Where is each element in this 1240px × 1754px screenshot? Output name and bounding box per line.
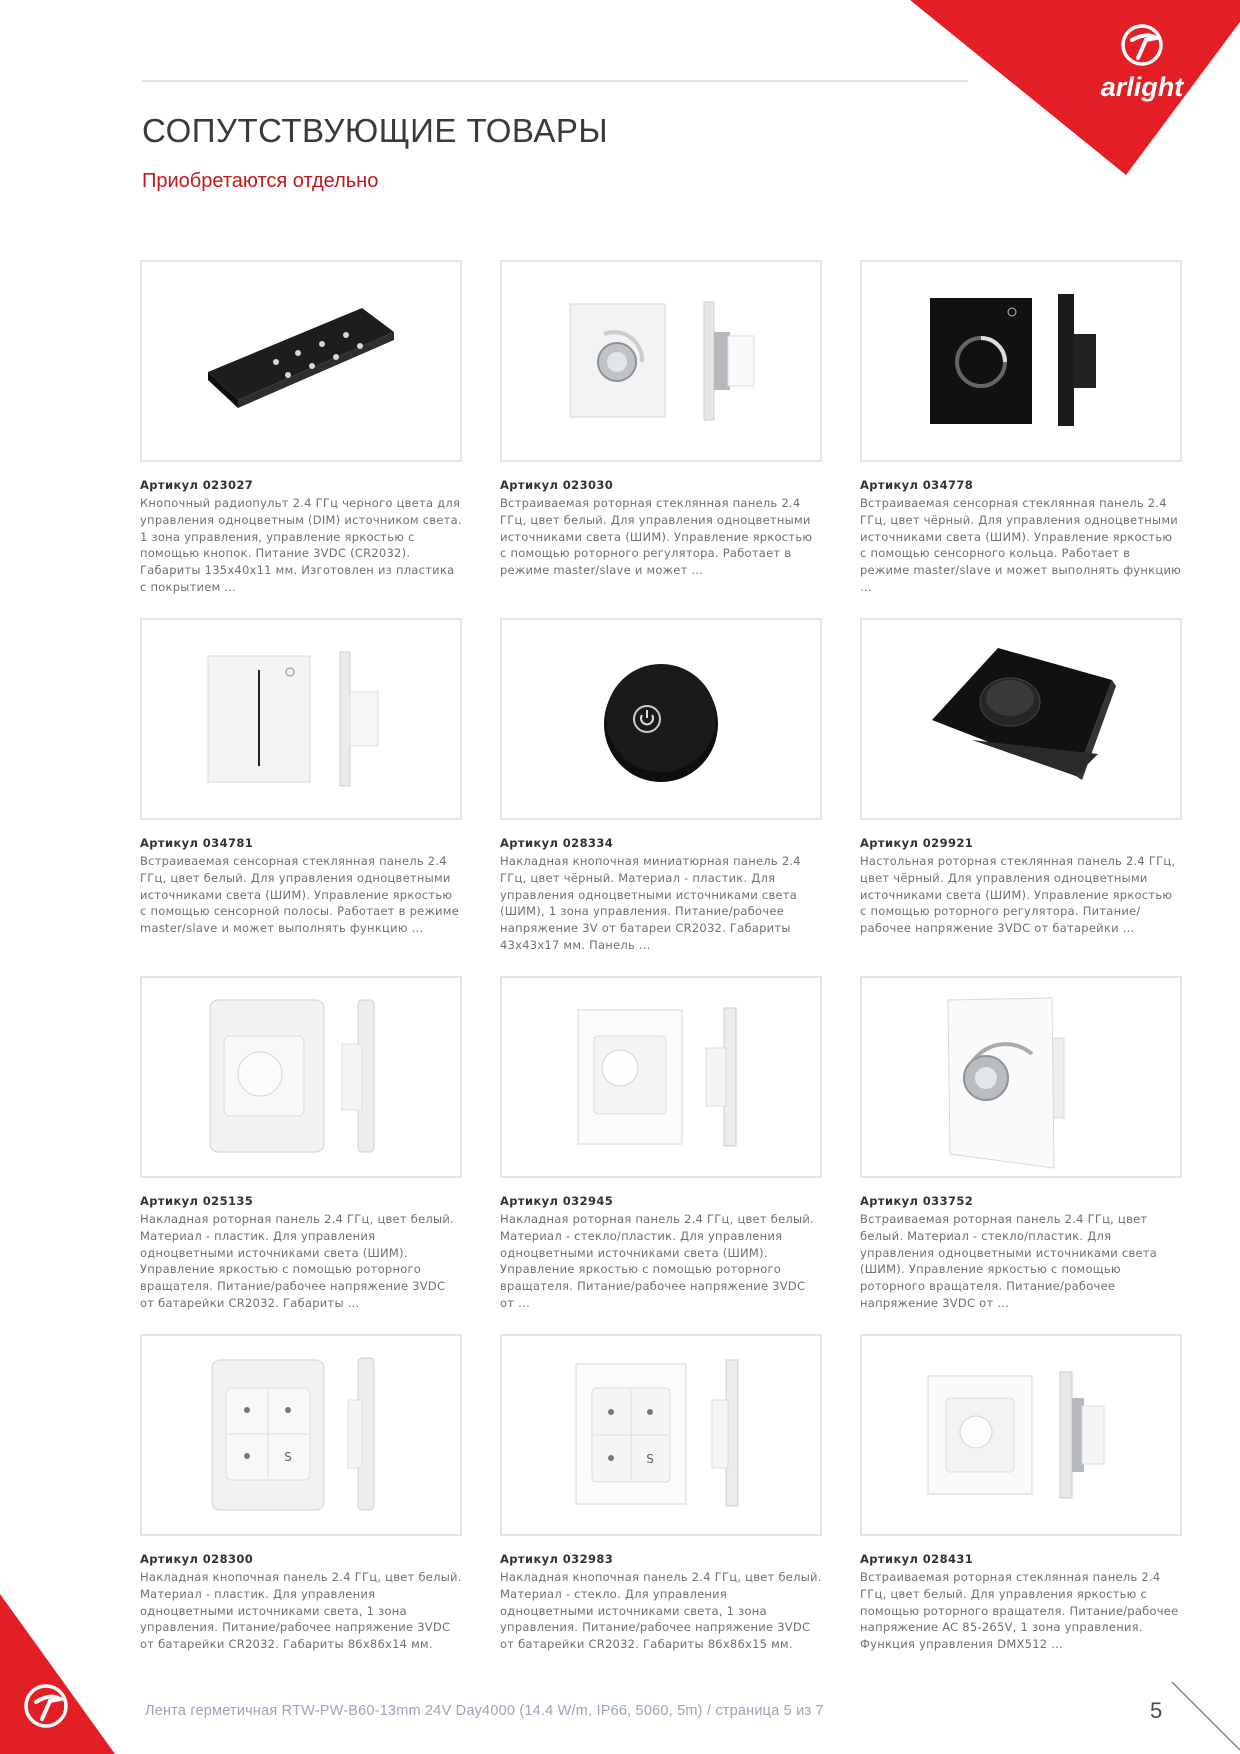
product-image[interactable] (500, 260, 822, 462)
product-card[interactable] (860, 976, 1182, 1334)
product-image[interactable] (860, 260, 1182, 462)
product-card[interactable] (140, 260, 462, 618)
black-touch-panel-icon (862, 262, 1180, 460)
white-rotary-panel-icon (502, 262, 820, 460)
product-sku: Артикул 029921 (860, 836, 974, 850)
product-description: Накладная роторная панель 2.4 ГГц, цвет белый. Материал - стекло/пластик. Для управления одноцветными источниками света (ШИМ). Управление яркостью с помощью роторного вращателя. Питание/рабочее напряжение 3VDC от ... (500, 1212, 814, 1310)
product-image[interactable] (140, 1334, 462, 1536)
product-description: Накладная кнопочная миниатюрная панель 2.4 ГГц, цвет чёрный. Материал - пластик. Для управления одноцветными источниками света (ШИМ), 1 зона управления. Питание/рабочее напряжение 3V от батареи CR2032. Габариты 43x43x17 мм. Панель ... (500, 854, 801, 952)
product-image[interactable] (140, 618, 462, 820)
product-description: Встраиваемая сенсорная стеклянная панель 2.4 ГГц, цвет белый. Для управления одноцветными источниками света (ШИМ). Управление яркостью с помощью сенсорной полосы. Работает в режиме master/slave и может выполнять функцию ... (140, 854, 460, 936)
white-plastic-rotary-icon (142, 978, 460, 1176)
product-card[interactable] (140, 1334, 462, 1692)
white-touch-strip-icon (142, 620, 460, 818)
product-card[interactable] (140, 618, 462, 976)
product-description: Встраиваемая роторная панель 2.4 ГГц, цвет белый. Материал - стекло/пластик. Для управления одноцветными источниками света (ШИМ). Управление яркостью с помощью роторного вращателя. Питание/рабочее напряжение 3VDC от ... (860, 1212, 1158, 1310)
product-sku: Артикул 028431 (860, 1552, 974, 1566)
white-glass-button-panel-icon (502, 1336, 820, 1534)
product-sku: Артикул 028300 (140, 1552, 254, 1566)
page-number: 5 (1150, 1698, 1163, 1723)
product-image[interactable] (860, 1334, 1182, 1536)
black-desk-rotary-icon (862, 620, 1180, 818)
product-sku: Артикул 034778 (860, 478, 974, 492)
product-image[interactable] (500, 1334, 822, 1536)
product-sku: Артикул 032983 (500, 1552, 614, 1566)
product-image[interactable] (140, 260, 462, 462)
white-button-panel-icon (142, 1336, 460, 1534)
product-sku: Артикул 028334 (500, 836, 614, 850)
product-card[interactable] (500, 260, 822, 618)
product-sku: Артикул 023027 (140, 478, 254, 492)
product-image[interactable] (140, 976, 462, 1178)
product-card[interactable] (500, 1334, 822, 1692)
product-image[interactable] (500, 976, 822, 1178)
product-sku: Артикул 032945 (500, 1194, 614, 1208)
product-card[interactable] (140, 976, 462, 1334)
footer-text: Лента герметичная RTW-PW-B60-13mm 24V Day4000 (14.4 W/m, IP66, 5060, 5m) / страница 5 из 7 (145, 1703, 824, 1719)
white-glass-rotary-ac-icon (862, 1336, 1180, 1534)
product-description: Встраиваемая роторная стеклянная панель 2.4 ГГц, цвет белый. Для управления одноцветными источниками света (ШИМ). Управление яркостью с помощью роторного регулятора. Работает в режиме master/slave и может ... (500, 496, 813, 578)
corner-decoration (1170, 1680, 1240, 1754)
product-sku: Артикул 033752 (860, 1194, 974, 1208)
product-description: Встраиваемая роторная стеклянная панель 2.4 ГГц, цвет белый. Для управления яркостью с помощью роторного вращателя. Питание/рабочее напряжение AC 85-265V, 1 зона управления. Функция управления DMX512 ... (860, 1570, 1179, 1652)
black-round-button-icon (502, 620, 820, 818)
product-description: Встраиваемая сенсорная стеклянная панель 2.4 ГГц, цвет чёрный. Для управления одноцветными источниками света (ШИМ). Управление яркостью с помощью сенсорного кольца. Работает в режиме master/slave и может выполнять функцию ... (860, 496, 1182, 594)
product-sku: Артикул 025135 (140, 1194, 254, 1208)
svg-text:S: S (646, 1452, 654, 1466)
top-divider (142, 80, 968, 82)
product-description: Накладная кнопочная панель 2.4 ГГц, цвет белый. Материал - стекло. Для управления одноцветными источниками света, 1 зона управления. Питание/рабочее напряжение 3VDC от батарейки CR2032. Габариты 86x86x15 мм. (500, 1570, 822, 1652)
brand-logo-text: arlight (1100, 72, 1184, 102)
product-description: Накладная кнопочная панель 2.4 ГГц, цвет белый. Материал - пластик. Для управления одноцветными источниками света, 1 зона управления. Питание/рабочее напряжение 3VDC от батарейки CR2032. Габариты 86x86x14 мм. (140, 1570, 462, 1652)
page-title: СОПУТСТВУЮЩИЕ ТОВАРЫ (142, 112, 609, 149)
svg-text:S: S (284, 1450, 292, 1464)
product-sku: Артикул 023030 (500, 478, 614, 492)
page-subtitle: Приобретаются отдельно (142, 170, 379, 192)
product-sku: Артикул 034781 (140, 836, 254, 850)
black-remote-icon (142, 262, 460, 460)
white-rotary-tilted-icon (862, 978, 1180, 1176)
product-description: Накладная роторная панель 2.4 ГГц, цвет белый. Материал - пластик. Для управления одноцветными источниками света (ШИМ). Управление яркостью с помощью роторного вращателя. Питание/рабочее напряжение 3VDC от батарейки CR2032. Габариты ... (140, 1212, 454, 1310)
product-image[interactable] (860, 618, 1182, 820)
brand-corner (910, 0, 1240, 175)
product-card[interactable] (860, 1334, 1182, 1692)
product-card[interactable] (500, 618, 822, 976)
brand-corner-bottom (0, 1594, 120, 1754)
product-grid (140, 260, 1182, 1692)
product-image[interactable] (860, 976, 1182, 1178)
product-card[interactable] (500, 976, 822, 1334)
product-card[interactable] (860, 618, 1182, 976)
white-glass-rotary-icon (502, 978, 820, 1176)
product-description: Кнопочный радиопульт 2.4 ГГц черного цвета для управления одноцветным (DIM) источником света. 1 зона управления, управление яркостью с помощью кнопок. Питание 3VDC (CR2032). Габариты 135x40x11 мм. Изготовлен из пластика с покрытием ... (140, 496, 462, 594)
product-card[interactable] (860, 260, 1182, 618)
product-image[interactable] (500, 618, 822, 820)
product-description: Настольная роторная стеклянная панель 2.4 ГГц, цвет чёрный. Для управления одноцветными источниками света (ШИМ). Управление яркостью с помощью роторного регулятора. Питание/рабочее напряжение 3VDC от батарейки ... (860, 854, 1176, 936)
